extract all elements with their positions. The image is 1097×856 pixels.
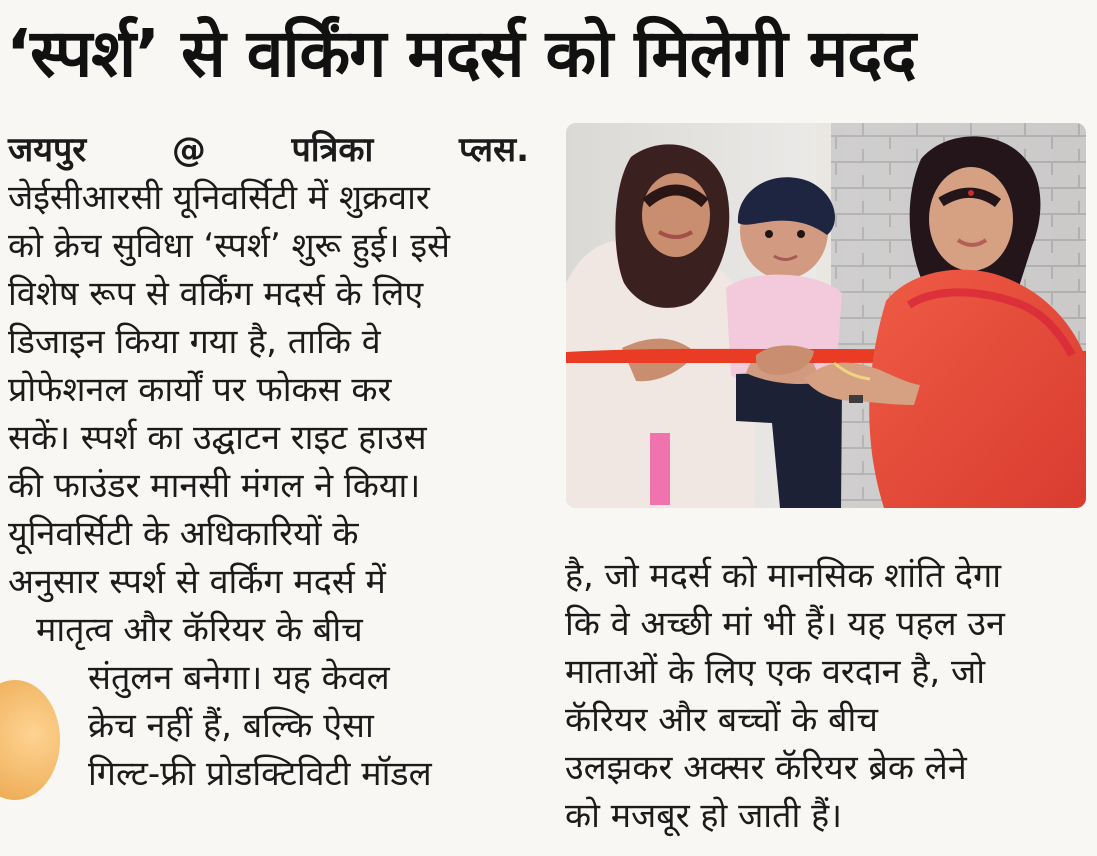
ribbon-cutting-photo (566, 123, 1086, 508)
right-line-3: माताओं के लिए एक वरदान है, जो (565, 652, 986, 692)
left-line-10: मातृत्व और कॅरियर के बीच (36, 610, 363, 650)
left-line-6: सकें। स्पर्श का उद्घाटन राइट हाउस (8, 418, 427, 458)
left-line-11: संतुलन बनेगा। यह केवल (88, 658, 390, 698)
dateline-at: @ (171, 130, 206, 170)
right-line-4: कॅरियर और बच्चों के बीच (565, 700, 878, 740)
article-headline: ‘स्पर्श’ से वर्किंग मदर्स को मिलेगी मदद (6, 15, 916, 92)
right-line-1: है, जो मदर्स को मानसिक शांति देगा (565, 556, 1002, 596)
left-line-2: को क्रेच सुविधा ‘स्पर्श’ शुरू हुई। इसे (8, 226, 450, 266)
dateline-suffix: प्लस. (458, 130, 529, 170)
right-article-column (565, 552, 1087, 851)
dateline-city: जयपुर (8, 130, 87, 170)
left-line-9: अनुसार स्पर्श से वर्किंग मदर्स में (8, 562, 386, 602)
left-line-8: यूनिवर्सिटी के अधिकारियों के (8, 514, 359, 554)
left-line-1: जेईसीआरसी यूनिवर्सिटी में शुक्रवार (8, 178, 430, 218)
left-line-3: विशेष रूप से वर्किंग मदर्स के लिए (8, 274, 424, 314)
left-line-13: गिल्ट-फ्री प्रोडक्टिविटी मॉडल (88, 754, 432, 794)
left-line-12: क्रेच नहीं हैं, बल्कि ऐसा (88, 706, 374, 746)
right-line-6: को मजबूर हो जाती हैं। (565, 796, 843, 836)
dateline (8, 126, 529, 174)
right-line-5: उलझकर अक्सर कॅरियर ब्रेक लेने (565, 748, 967, 788)
left-line-7: की फाउंडर मानसी मंगल ने किया। (8, 466, 421, 506)
right-line-2: कि वे अच्छी मां भी हैं। यह पहल उन (565, 604, 1005, 644)
left-article-column (8, 126, 533, 851)
left-line-5: प्रोफेशनल कार्यों पर फोकस कर (8, 370, 392, 410)
dateline-publication: पत्रिका (291, 130, 374, 170)
left-line-4: डिजाइन किया गया है, ताकि वे (8, 322, 381, 362)
